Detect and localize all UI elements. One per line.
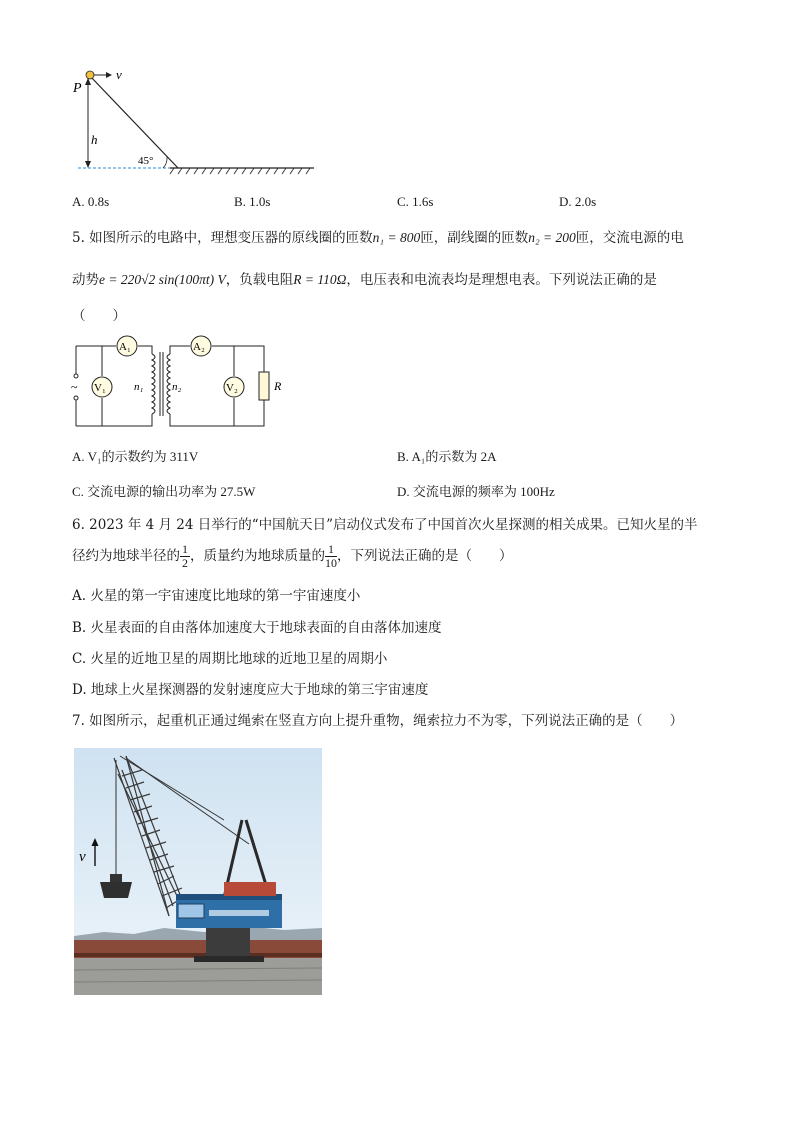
- velocity-label-crane: v: [79, 849, 86, 865]
- q6-option-b[interactable]: B. 火星表面的自由落体加速度大于地球表面的自由落体加速度: [72, 620, 442, 636]
- svg-text:~: ~: [71, 380, 78, 394]
- q6-option-c[interactable]: C. 火星的近地卫星的周期比地球的近地卫星的周期小: [72, 651, 388, 667]
- q4-option-c[interactable]: C. 1.6s: [397, 194, 434, 209]
- q4-option-b[interactable]: B. 1.0s: [234, 194, 271, 209]
- q5-option-b[interactable]: B. A₁的示数为 2A: [397, 449, 497, 464]
- q5-option-a[interactable]: A. V₁的示数约为 311V: [72, 449, 199, 464]
- q5-option-d[interactable]: D. 交流电源的频率为 100Hz: [397, 484, 555, 499]
- height-label: h: [91, 132, 98, 147]
- q5-answer-paren: （ ）: [72, 308, 126, 324]
- incline-figure: [70, 64, 320, 179]
- angle-label: 45°: [138, 155, 154, 167]
- transformer-circuit: [66, 334, 286, 434]
- q4-option-d[interactable]: D. 2.0s: [559, 194, 597, 209]
- q4-option-a[interactable]: A. 0.8s: [72, 194, 110, 209]
- resistor-label: R: [274, 379, 282, 393]
- svg-text:n₂: n₂: [172, 381, 182, 393]
- q5-stem-line1: 5. 如图所示的电路中，理想变压器的原线圈的匝数n₁ = 800匝，副线圈的匝数n₂ = 200匝，交流电源的电: [72, 230, 684, 246]
- ammeter-a1: A₁: [119, 341, 131, 353]
- q6-option-a[interactable]: A. 火星的第一宇宙速度比地球的第一宇宙速度小: [72, 588, 361, 604]
- q5-option-c[interactable]: C. 交流电源的输出功率为 27.5W: [72, 484, 256, 499]
- q6-stem-line1: 6. 2023 年 4 月 24 日举行的“中国航天日”启动仪式发布了中国首次火星探测的相关成果。已知火星的半: [72, 517, 698, 533]
- q7-stem: 7. 如图所示，起重机正通过绳索在竖直方向上提升重物，绳索拉力不为零，下列说法正确的是（ ）: [72, 713, 684, 729]
- point-p-label: P: [73, 81, 82, 96]
- ammeter-a2: A₂: [193, 341, 205, 353]
- q5-stem-line2: 动势e = 220√2 sin(100πt) V，负载电阻R = 110Ω，电压表和电流表均是理想电表。下列说法正确的是: [72, 272, 657, 288]
- velocity-label: v: [116, 67, 122, 82]
- voltmeter-v1: V₁: [94, 382, 106, 394]
- svg-text:n₁: n₁: [134, 381, 144, 393]
- crane-photo: [74, 748, 322, 995]
- voltmeter-v2: V₂: [226, 382, 238, 394]
- q6-stem-line2: 径约为地球半径的 $\frac{1}{2}$ ，质量约为地球质量的 $\frac{1}{10}$ ，下列说法正确的是（ ）: [72, 542, 513, 570]
- q6-option-d[interactable]: D. 地球上火星探测器的发射速度应大于地球的第三宇宙速度: [72, 682, 429, 698]
